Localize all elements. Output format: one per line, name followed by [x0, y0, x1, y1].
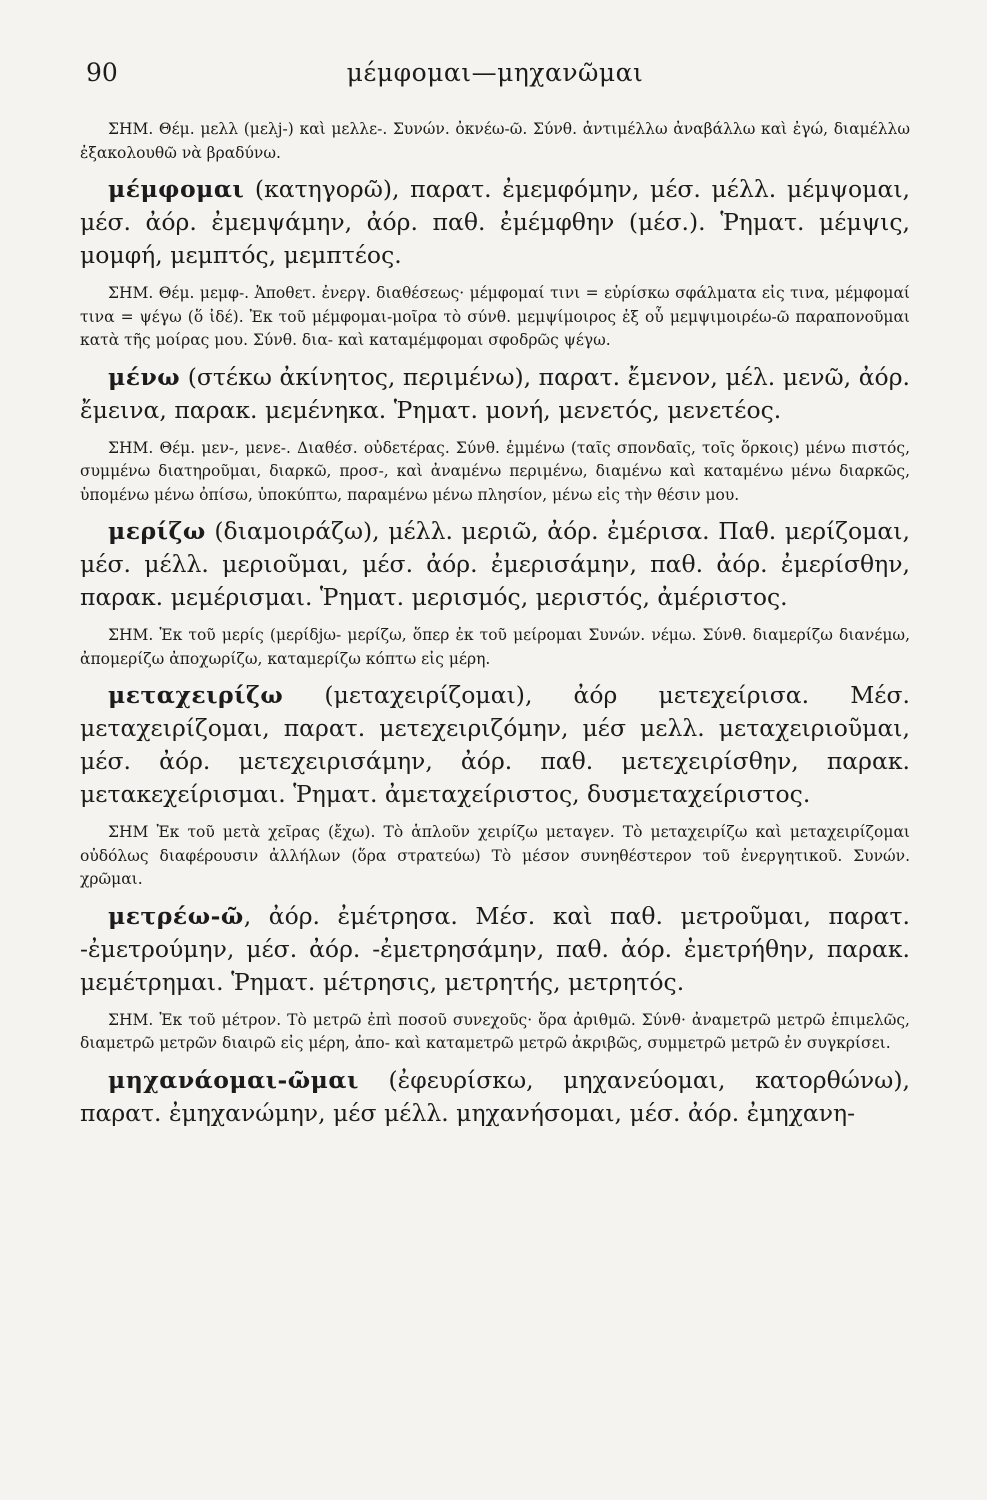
dictionary-entry — [80, 515, 910, 614]
page-number: 90 — [86, 58, 118, 87]
note-paragraph: ΣΗΜ. Ἐκ τοῦ μερίς (μερίδjω- μερίζω, ὅπερ ἐκ τοῦ μείρομαι Συνών. νέμω. Σύνθ. διαμερίζω διανέμω, ἀπομερίζω ἀποχωρίζω, καταμερίζω κόπτω εἰς μέρη. — [80, 626, 910, 668]
entry-text: (διαμοιράζω), μέλλ. μεριῶ, ἀόρ. ἐμέρισα. Παθ. μερίζομαι, μέσ. μέλλ. μεριοῦμαι, μέσ. ἀόρ. ἐμερισάμην, παθ. ἀόρ. ἐμερίσθην, παρακ. μεμέρισμαι. Ῥηματ. μερισμός, μεριστός, ἀμέριστος. — [80, 517, 910, 611]
entry-lemma: μηχανάομαι-ῶμαι — [108, 1065, 359, 1094]
entry-lemma: μεταχειρίζω — [108, 681, 284, 709]
running-title: μέμφομαι—μηχανῶμαι — [346, 58, 644, 87]
dictionary-entry — [80, 361, 910, 427]
note-paragraph: ΣΗΜ. Θέμ. μεμφ-. Ἀποθετ. ἐνεργ. διαθέσεως· μέμφομαί τινι = εὑρίσκω σφάλματα εἰς τινα, μέμφομαί τινα = ψέγω (ὅ ἰδέ). Ἐκ τοῦ μέμφομαι-μοῖρα τὸ σύνθ. μεμψίμοιρος ἐξ οὗ μεμψιμοιρέω-ῶ παραπονοῦμαι κατὰ τῆς μοίρας μου. Σύνθ. δια- καὶ καταμέμφομαι σφοδρῶς ψέγω. — [80, 284, 910, 349]
note-paragraph: ΣΗΜ Ἐκ τοῦ μετὰ χεῖρας (ἔχω). Τὸ ἁπλοῦν χειρίζω μεταγεν. Τὸ μεταχειρίζω καὶ μεταχειρίζομαι οὐδόλως διαφέρουσιν ἀλλήλων (ὅρα στρατεύω) Τὸ μέσον συνηθέστερον τοῦ ἐνεργητικοῦ. Συνών. χρῶμαι. — [80, 823, 910, 888]
note-paragraph: ΣΗΜ. Θέμ. μεν-, μενε-. Διαθέσ. οὐδετέρας. Σύνθ. ἐμμένω (ταῖς σπονδαῖς, τοῖς ὅρκοις) μένω πιστός, συμμένω διατηροῦμαι, διαρκῶ, προσ-, καὶ ἀναμένω περιμένω, διαμένω καὶ καταμένω μένω διαρκῶς, ὑπομένω μένω ὀπίσω, ὑποκύπτω, παραμένω μένω πλησίον, μένω εἰς τὴν θέσιν μου. — [80, 438, 910, 504]
entry-lemma: μένω — [108, 362, 181, 391]
entry-text: (κατηγορῶ), παρατ. ἐμεμφόμην, μέσ. μέλλ. μέμψομαι, μέσ. ἀόρ. ἐμεμψάμην, ἀόρ. παθ. ἐμέμφθην (μέσ.). Ῥηματ. μέμψις, μομφή, μεμπτός, μεμπτέος. — [80, 175, 910, 269]
entry-lemma: μερίζω — [108, 517, 206, 545]
entry-lemma: μέμφομαι — [108, 175, 245, 203]
entry-text: (ἐφευρίσκω, μηχανεύομαι, κατορθώνω), παρατ. ἐμηχανώμην, μέσ μέλλ. μηχανήσομαι, μέσ. ἀόρ. ἐμηχανη- — [80, 1065, 910, 1127]
dictionary-entry — [80, 900, 910, 999]
note-paragraph: ΣΗΜ. Θέμ. μελλ (μελj-) καὶ μελλε-. Συνών. ὀκνέω-ῶ. Σύνθ. ἀντιμέλλω ἀναβάλλω καὶ ἐγώ, διαμέλλω ἐξακολουθῶ νὰ βραδύνω. — [80, 120, 910, 162]
entry-text: (μεταχειρίζομαι), ἀόρ μετεχείρισα. Μέσ. μεταχειρίζομαι, παρατ. μετεχειριζόμην, μέσ μελλ. μεταχειριοῦμαι, μέσ. ἀόρ. μετεχειρισάμην, ἀόρ. παθ. μετεχειρίσθην, παρακ. μετακεχείρισμαι. Ῥηματ. ἀμεταχείριστος, δυσμεταχείριστος. — [80, 681, 910, 808]
page-body — [80, 118, 910, 1140]
note-paragraph: ΣΗΜ. Ἐκ τοῦ μέτρον. Τὸ μετρῶ ἐπὶ ποσοῦ συνεχοῦς· ὅρα ἀριθμῶ. Σύνθ· ἀναμετρῶ μετρῶ ἐπιμελῶς, διαμετρῶ μετρῶν διαιρῶ εἰς μέρη, ἀπο- καὶ καταμετρῶ μετρῶ ἀκριβῶς, συμμετρῶ μετρῶ ἐν συγκρίσει. — [80, 1010, 910, 1052]
dictionary-entry — [80, 173, 910, 272]
entry-text: (στέκω ἀκίνητος, περιμένω), παρατ. ἔμενον, μέλ. μενῶ, ἀόρ. ἔμεινα, παρακ. μεμένηκα. Ῥηματ. μονή, μενετός, μενετέος. — [80, 362, 910, 424]
dictionary-entry — [80, 1064, 910, 1130]
entry-text: , ἀόρ. ἐμέτρησα. Μέσ. καὶ παθ. μετροῦμαι, παρατ. -ἐμετρούμην, μέσ. ἀόρ. -ἐμετρησάμην, παθ. ἀόρ. ἐμετρήθην, παρακ. μεμέτρημαι. Ῥηματ. μέτρησις, μετρητής, μετρητός. — [80, 901, 910, 996]
dictionary-entry — [80, 679, 910, 811]
page-header — [80, 58, 910, 98]
entry-lemma: μετρέω-ῶ — [108, 901, 244, 930]
